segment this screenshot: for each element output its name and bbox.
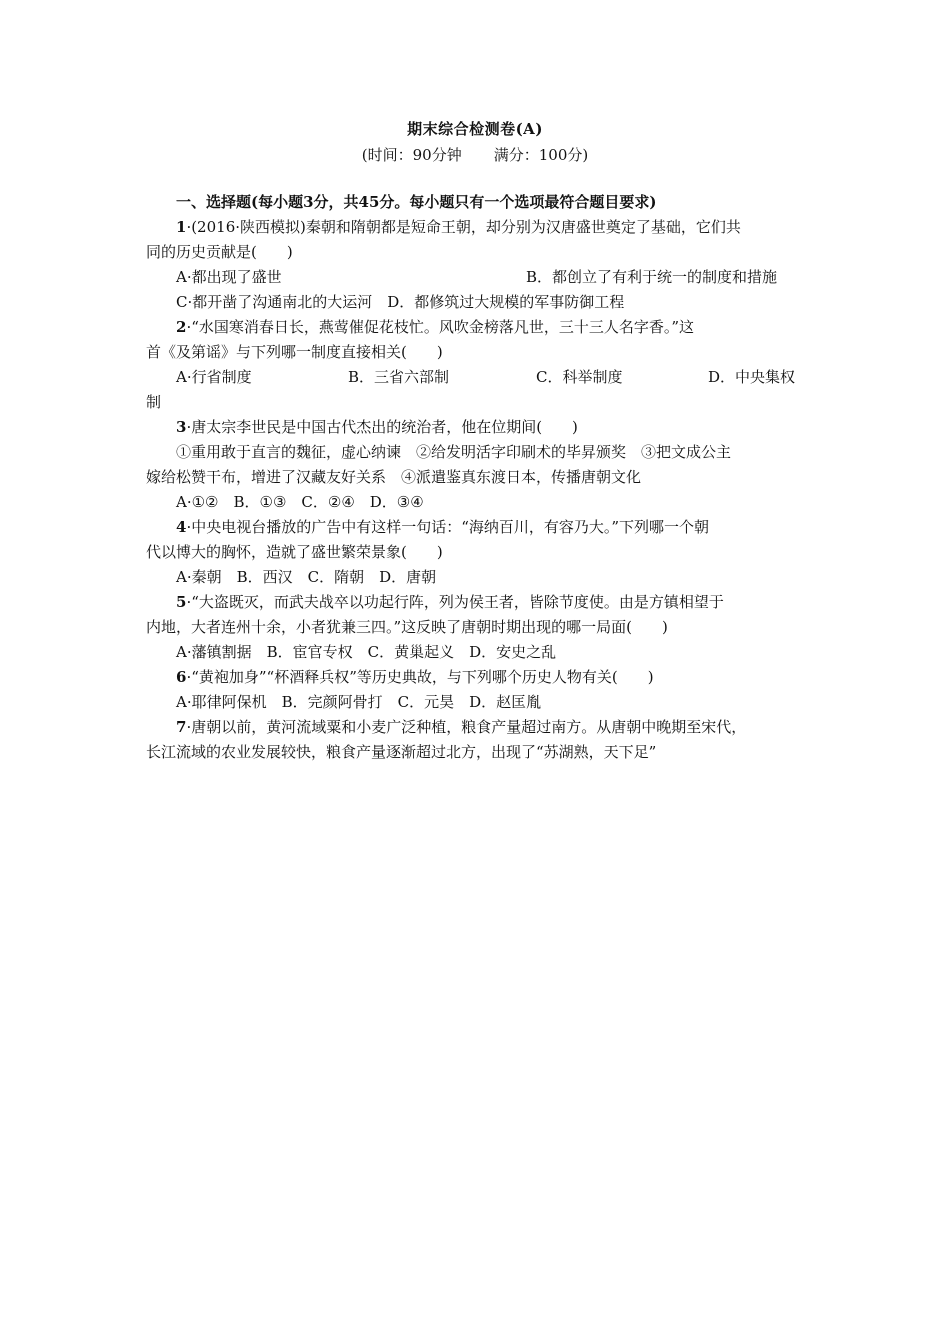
question-5-line-2: 内地，大者连州十余，小者犹兼三四。”这反映了唐朝时期出现的哪一局面( ) [146, 618, 668, 636]
question-7-line-1: 7·唐朝以前，黄河流域粟和小麦广泛种植，粮食产量超过南方。从唐朝中晚期至宋代， [176, 718, 747, 736]
option: D．中央集权 [708, 368, 796, 386]
question-number: 5 [176, 593, 187, 611]
question-5-line-1: 5·“大盗既灭，而武夫战卒以功起行阵，列为侯王者，皆除节度使。由是方镇相望于 [176, 593, 724, 611]
option: A·耶律阿保机 B．完颜阿骨打 C．元昊 D．赵匡胤 [176, 693, 542, 711]
question-number: 7 [176, 718, 187, 736]
question-6-line-1: 6·“黄袍加身”“杯酒释兵权”等历史典故，与下列哪个历史人物有关( ) [176, 668, 654, 686]
option: B．都创立了有利于统一的制度和措施 [526, 268, 778, 286]
question-1-options-row [146, 265, 822, 290]
option: C·都开凿了沟通南北的大运河 D．都修筑过大规模的军事防御工程 [176, 293, 625, 311]
question-number: 3 [176, 418, 187, 436]
page-title: 期末综合检测卷(A) [407, 120, 543, 138]
exam-meta [0, 144, 950, 165]
question-3-item-line-2: 嫁给松赞干布，增进了汉藏友好关系 ④派遣鉴真东渡日本，传播唐朝文化 [146, 468, 642, 486]
question-3-line-1: 3·唐太宗李世民是中国古代杰出的统治者，他在位期间( ) [176, 418, 578, 436]
question-2-line-1: 2·“水国寒消春日长，燕莺催促花枝忙。风吹金榜落凡世，三十三人名字香。”这 [176, 318, 695, 336]
question-2-options-row [146, 365, 822, 390]
option: B．三省六部制 [348, 368, 450, 386]
question-1-line-1: 1·(2016·陕西模拟)秦朝和隋朝都是短命王朝，却分别为汉唐盛世奠定了基础，它们共 [176, 218, 741, 236]
question-7-line-2: 长江流域的农业发展较快，粮食产量逐渐超过北方，出现了“苏湖熟，天下足” [146, 743, 657, 761]
question-4-line-1: 4·中央电视台播放的广告中有这样一句话：“海纳百川，有容乃大。”下列哪一个朝 [176, 518, 710, 536]
question-number: 2 [176, 318, 187, 336]
exam-time: (时间：90分钟 [361, 146, 462, 164]
option: A·秦朝 B．西汉 C．隋朝 D．唐朝 [176, 568, 437, 586]
option: C．科举制度 [536, 368, 623, 386]
exam-content [146, 190, 822, 765]
option: A·藩镇割据 B．宦官专权 C．黄巢起义 D．安史之乱 [176, 643, 557, 661]
question-2-line-2: 首《及第谣》与下列哪一制度直接相关( ) [146, 343, 443, 361]
question-number: 6 [176, 668, 187, 686]
option: A·行省制度 [176, 368, 252, 386]
option: A·①② B．①③ C．②④ D．③④ [176, 493, 424, 511]
question-number: 1 [176, 218, 187, 236]
option-wrap: 制 [146, 393, 162, 411]
section-heading: 一、选择题(每小题3分，共45分。每小题只有一个选项最符合题目要求) [176, 193, 657, 211]
question-1-line-2: 同的历史贡献是( ) [146, 243, 293, 261]
question-number: 4 [176, 518, 187, 536]
exam-score: 满分：100分) [493, 146, 589, 164]
question-3-item-line-1: ①重用敢于直言的魏征，虚心纳谏 ②给发明活字印刷术的毕昇颁奖 ③把文成公主 [176, 443, 732, 461]
option: A·都出现了盛世 [176, 268, 282, 286]
question-4-line-2: 代以博大的胸怀，造就了盛世繁荣景象( ) [146, 543, 443, 561]
